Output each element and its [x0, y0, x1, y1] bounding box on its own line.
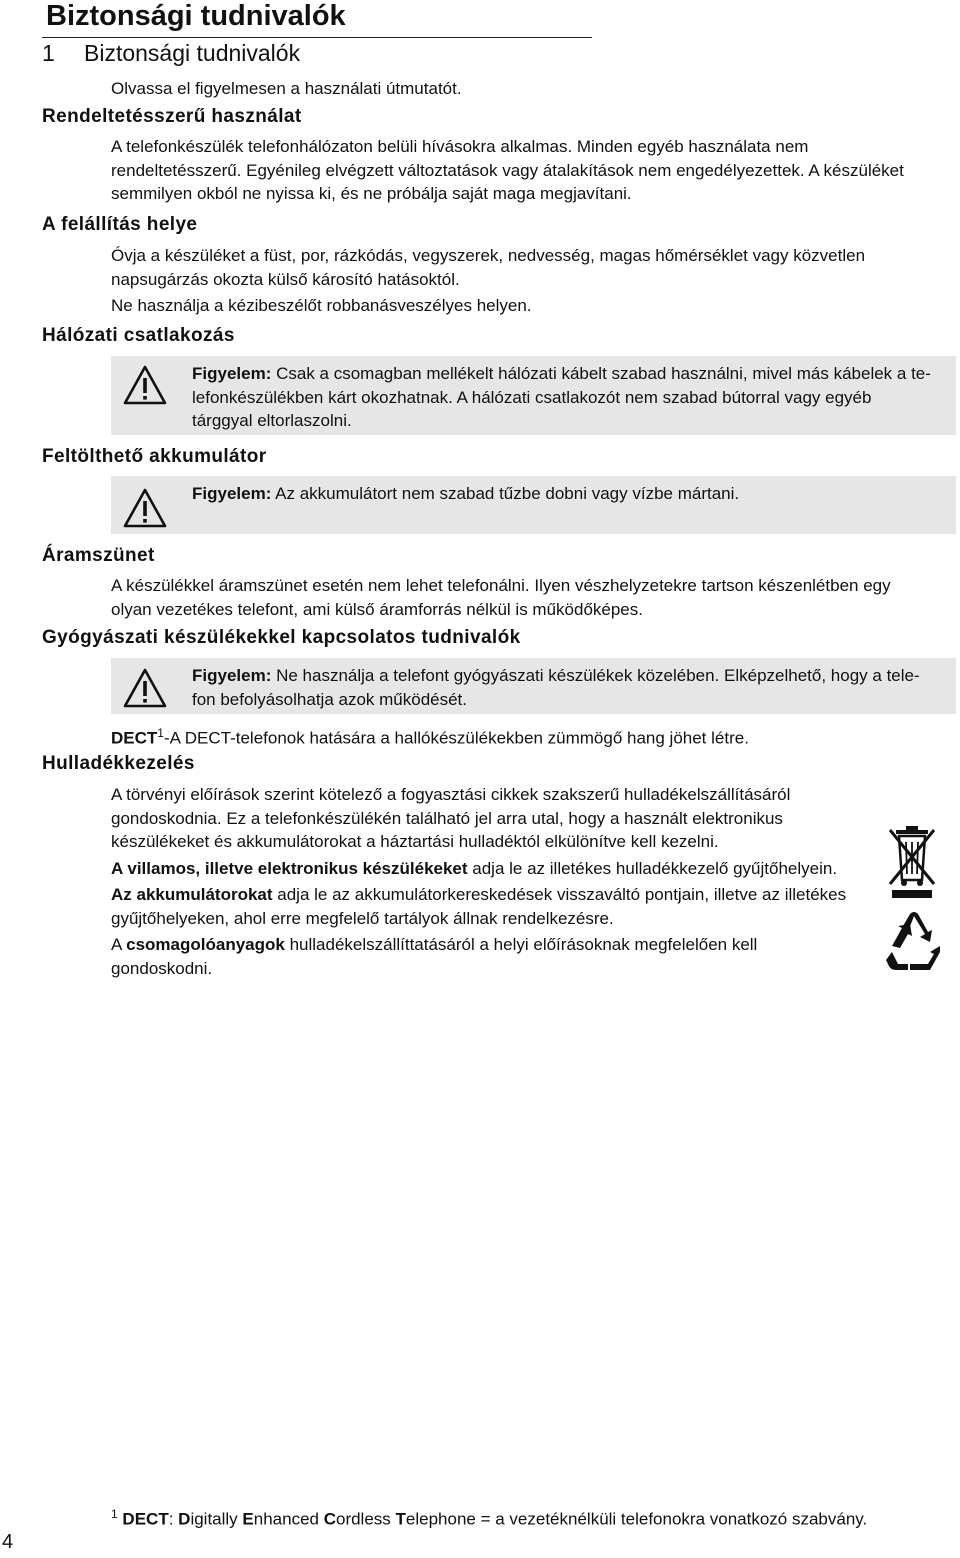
header-rule: [42, 37, 592, 38]
text-line: lefonkészülékben kárt okozhatnak. A hálózati csatlakozót nem szabad bútorral vagy egyéb: [192, 387, 872, 407]
text-line: Figyelem: Csak a csomagban mellékelt hálózati kábelt szabad használni, mivel más kábelek a te-: [192, 364, 931, 383]
running-title: Biztonsági tudnivalók: [46, 0, 346, 32]
warning-icon: [123, 365, 167, 405]
text-line: A telefonkészülék telefonhálózaton belüli hívásokra alkalmas. Minden egyéb használata nem: [111, 137, 809, 156]
text-line: fon befolyásolhatja azok működését.: [192, 689, 468, 709]
text-line: gondoskodni.: [111, 958, 213, 978]
text-line: Ne használja a kézibeszélőt robbanásveszélyes helyen.: [111, 296, 532, 315]
text-line: napsugárzás okozta külső károsító hatásoktól.: [111, 269, 460, 289]
section-title-medical: Gyógyászati készülékekkel kapcsolatos tudnivalók: [42, 627, 521, 648]
text-line: Óvja a készüléket a füst, por, rázkódás, vegyszerek, nedvesség, magas hőmérséklet vagy közvetlen: [111, 246, 866, 265]
text-line: A csomagolóanyagok hulladékelszállíttatásáról a helyi előírásoknak megfelelően kell: [111, 935, 758, 954]
text-line: A készülékkel áramszünet esetén nem lehet telefonálni. Ilyen vészhelyzetekre tartson készenlétben egy: [111, 576, 891, 595]
text-line: gyűjtőhelyeken, ahol erre megfelelő tartályok állnak rendelkezésre.: [111, 908, 614, 928]
dect-label: DECT: [111, 728, 158, 748]
warning-label: Figyelem:: [192, 484, 272, 503]
crossed-bin-icon: [884, 822, 940, 900]
power-failure-text: [111, 574, 891, 621]
text-line: Az akkumulátorokat adja le az akkumulátorkereskedések visszaváltó pontjain, illetve az illetékes: [111, 885, 847, 904]
warning-icon: [123, 488, 167, 528]
text-line: semmilyen okból ne nyissa ki, és ne próbálja saját maga megjavítani.: [111, 184, 632, 203]
text-line: Figyelem: Ne használja a telefont gyógyászati készülékek közelében. Elképzelhető, hogy a tele-: [192, 666, 920, 685]
section-title-waste: Hulladékkezelés: [42, 753, 195, 774]
battery-warning-box: [111, 476, 956, 534]
text-line: készülékeket és akkumulátorokat a háztartási hulladéktól elkülönítve kell kezelni.: [111, 832, 719, 851]
medical-warning-box: [111, 658, 956, 714]
placement-text: [111, 244, 865, 318]
waste-text: [111, 783, 886, 980]
dect-note: DECT$^1$-A DECT-telefonok hatására a hallókészülékekben zümmögő hang jöhet létre.: [111, 726, 749, 748]
text-line: tárggyal eltorlaszolni.: [192, 411, 352, 430]
text-line: olyan vezetékes telefont, ami külső áramforrás nélkül is működőképes.: [111, 599, 643, 619]
recycle-icon: [884, 912, 944, 972]
chapter-title: Biztonsági tudnivalók: [84, 40, 301, 66]
section-title-intended-use: Rendeltetésszerű használat: [42, 106, 302, 127]
section-title-power-failure: Áramszünet: [42, 545, 155, 566]
page-number: 4: [2, 1531, 14, 1553]
section-title-mains: Hálózati csatlakozás: [42, 325, 235, 346]
warning-icon: [123, 668, 167, 708]
intro-text: Olvassa el figyelmesen a használati útmutatót.: [111, 79, 462, 98]
text-line: gondoskodnia. Ez a telefonkészülékén található jel arra utal, hogy a használt elektronikus: [111, 808, 783, 828]
warning-label: Figyelem:: [192, 666, 272, 685]
chapter-number: 1: [42, 40, 55, 66]
chapter-heading: [42, 40, 300, 67]
footnote: $^1$ DECT: Digitally Enhanced Cordless Telephone = a vezetéknélküli telefonokra vonatkozó szabvány.: [111, 1507, 868, 1529]
text-line: A törvényi előírások szerint kötelező a fogyasztási cikkek szakszerű hulladékelszállításáról: [111, 785, 791, 804]
text-line: A villamos, illetve elektronikus készülékeket adja le az illetékes hulladékkezelő gyűjtőhelyein.: [111, 858, 838, 878]
footnote-ref: 1: [157, 726, 164, 740]
section-title-placement: A felállítás helye: [42, 214, 198, 235]
mains-warning-box: [111, 356, 956, 435]
intended-use-text: [111, 135, 904, 206]
warning-label: Figyelem:: [192, 364, 272, 383]
section-title-battery: Feltölthető akkumulátor: [42, 446, 267, 467]
text-line: rendeltetésszerű. Egyénileg elvégzett változtatások vagy átalakítások nem engedélyezettek. A készüléket: [111, 160, 904, 180]
text-line: Figyelem: Az akkumulátort nem szabad tűzbe dobni vagy vízbe mártani.: [192, 484, 740, 503]
